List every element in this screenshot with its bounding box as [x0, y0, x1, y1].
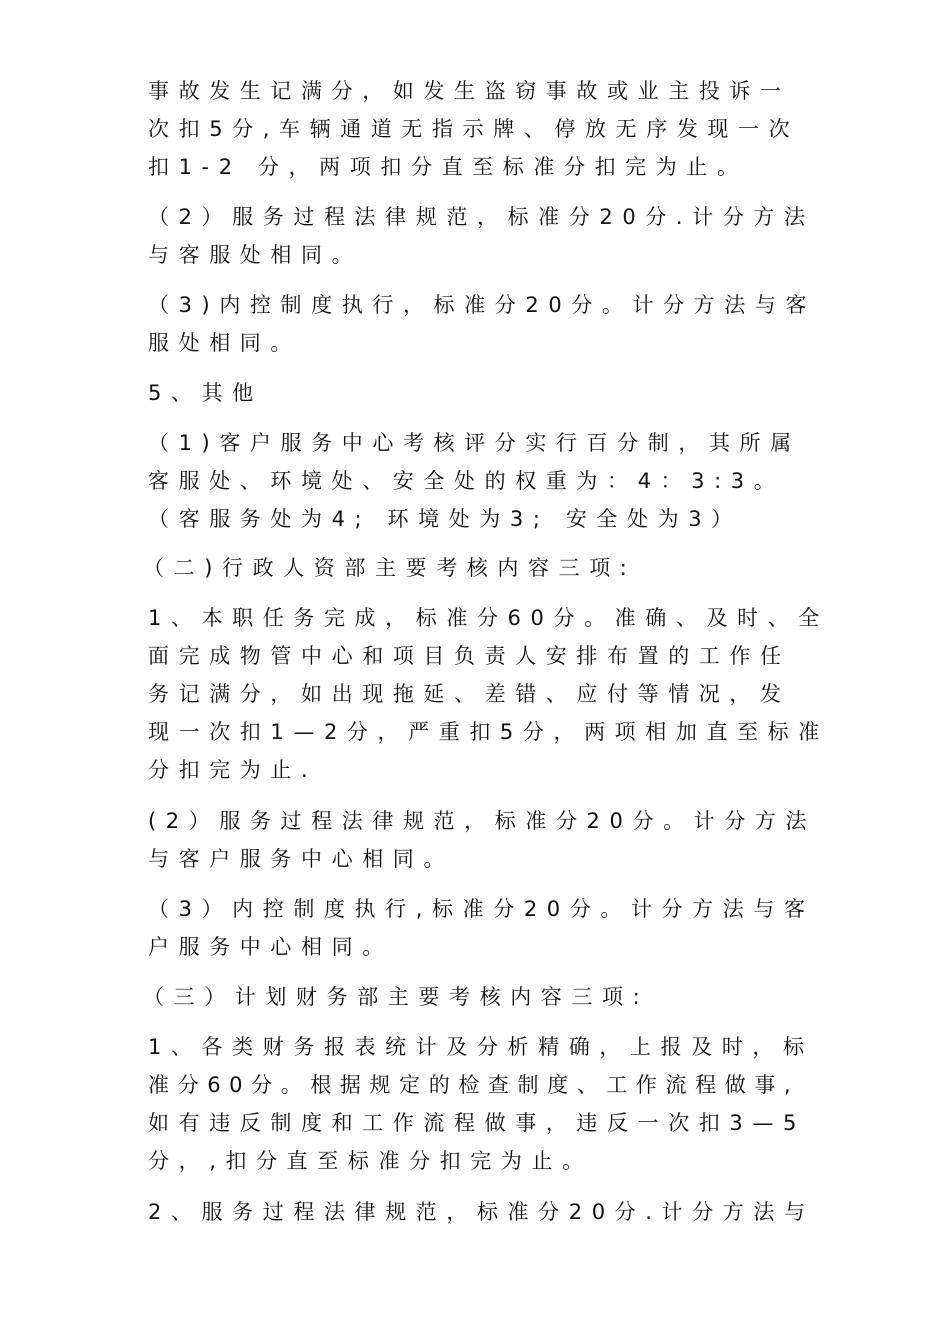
text-line: 1、本职任务完成，标准分60分。准确、及时、全: [148, 606, 829, 630]
text-line: （二)行政人资部主要考核内容三项:: [143, 556, 637, 580]
text-line: （3）内控制度执行,标准分20分。计分方法与客: [148, 897, 815, 921]
text-line: 如有违反制度和工作流程做事，违反一次扣3—5: [148, 1111, 806, 1135]
text-line: (2）服务过程法律规范，标准分20分。计分方法: [148, 809, 817, 833]
text-line: 客服处、环境处、安全处的权重为：4：3:3。: [148, 469, 785, 493]
paragraph-finance-item-2: [148, 1193, 815, 1231]
paragraph-admin-item-3: [148, 890, 815, 966]
text-line: 面完成物管中心和项目负责人安排布置的工作任: [148, 644, 791, 668]
paragraph-finance-task: [148, 1028, 814, 1180]
paragraph-item-3: [148, 286, 817, 362]
paragraph-item-2: [148, 198, 815, 274]
text-line: 分扣完为止.: [148, 758, 318, 782]
text-line: 服处相同。: [148, 331, 301, 355]
text-line: 分，,扣分直至标准分扣完为止。: [148, 1149, 593, 1173]
text-line: 与客户服务中心相同。: [148, 847, 454, 871]
text-line: 1、各类财务报表统计及分析精确，上报及时，标: [148, 1035, 814, 1059]
paragraph-admin-item-2: [148, 802, 817, 878]
text-line: 务记满分，如出现拖延、差错、应付等情况，发: [148, 682, 791, 706]
text-line: 5、其他: [148, 381, 263, 405]
text-line: （三）计划财务部主要考核内容三项:: [143, 985, 650, 1009]
paragraph-admin-task: [148, 599, 829, 789]
section-heading-other: [148, 374, 808, 412]
text-line: 准分60分。根据规定的检查制度、工作流程做事,: [148, 1073, 800, 1097]
text-line: （客服务处为4; 环境处为3; 安全处为3）: [148, 507, 742, 531]
text-line: 现一次扣1—2分，严重扣5分，两项相加直至标准: [148, 720, 829, 744]
section-heading-admin-hr: [143, 549, 803, 587]
text-line: 事故发生记满分，如发生盗窃事故或业主投诉一: [148, 79, 791, 103]
text-line: （3)内控制度执行，标准分20分。计分方法与客: [148, 293, 817, 317]
text-line: 2、服务过程法律规范，标准分20分.计分方法与: [148, 1200, 815, 1224]
text-line: 扣1-2 分，两项扣分直至标准分扣完为止。: [148, 155, 748, 179]
paragraph-security-scoring: [148, 72, 808, 186]
section-heading-finance: [143, 978, 803, 1016]
text-line: （1)客户服务中心考核评分实行百分制，其所属: [148, 431, 801, 455]
text-line: 与客服处相同。: [148, 243, 363, 267]
text-line: 次扣5分,车辆通道无指示牌、停放无序发现一次: [148, 117, 800, 141]
text-line: 户服务中心相同。: [148, 935, 393, 959]
text-line: （2）服务过程法律规范，标准分20分.计分方法: [148, 205, 815, 229]
paragraph-weighting: [148, 424, 808, 538]
